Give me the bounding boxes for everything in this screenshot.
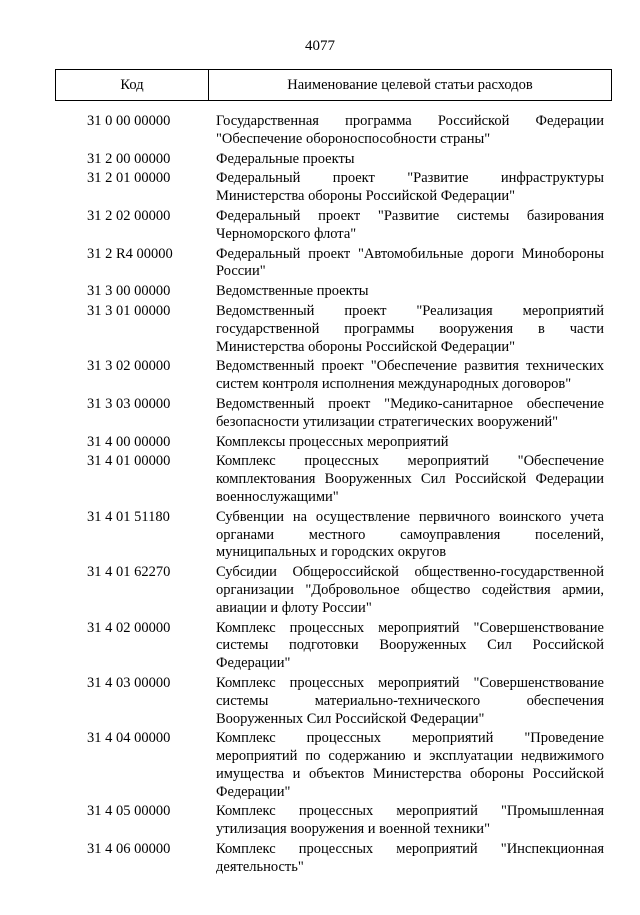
row-code: 31 2 02 00000 [87,207,171,224]
row-code: 31 4 02 00000 [87,619,171,636]
row-name: Ведомственный проект "Реализация мероприятий государственной программы вооружения в части Министерства обороны Российской Федерации" [216,302,604,355]
row-name: Комплексы процессных мероприятий [216,433,449,450]
row-name: Субсидии Общероссийской общественно-государственной организации "Добровольное общество содействия армии, авиации и флоту России" [216,564,604,616]
row-code: 31 4 00 00000 [87,433,171,450]
row-code: 31 3 00 00000 [87,283,171,300]
row-name: Федеральный проект "Развитие инфраструктуры Министерства обороны Российской Федерации" [216,170,604,205]
row-name: Ведомственный проект "Обеспечение развития технических систем контроля исполнения международных договоров" [216,358,604,393]
table-row [55,620,615,673]
row-code: 31 4 03 00000 [87,674,171,691]
table-row [55,208,615,244]
table-row [55,509,615,562]
table-row [55,303,615,356]
table-row [55,170,615,206]
row-name: Ведомственный проект "Медико-санитарное обеспечение безопасности утилизации стратегических вооружений" [216,395,604,430]
row-code: 31 4 01 62270 [87,564,171,581]
table-row [55,358,615,394]
row-name: Комплекс процессных мероприятий "Совершенствование системы материально-технического обеспечения Вооруженных Сил Российской Федерации" [216,674,604,727]
table-header [55,69,612,101]
row-name: Комплекс процессных мероприятий "Проведение мероприятий по содержанию и эксплуатации недвижимого имущества и объектов Министерства обороны Российской Федерации" [216,730,604,800]
table-row [55,803,615,839]
row-name: Федеральный проект "Автомобильные дороги Минобороны России" [216,245,604,280]
table-row [55,113,615,149]
row-name: Комплекс процессных мероприятий "Промышленная утилизация вооружения и военной техники" [216,803,604,838]
table-row [55,564,615,617]
row-name: Федеральные проекты [216,150,355,167]
row-code: 31 0 00 00000 [87,113,171,129]
row-code: 31 4 01 51180 [87,508,170,525]
table-row [55,246,615,282]
row-code: 31 3 01 00000 [87,302,171,319]
row-code: 31 4 06 00000 [87,841,171,858]
row-name: Государственная программа Российской Федерации "Обеспечение обороноспособности страны" [216,113,604,147]
header-code: Код [56,70,209,100]
table-row [55,396,615,432]
row-code: 31 3 02 00000 [87,358,171,375]
row-code: 31 4 01 00000 [87,453,171,470]
table-row [55,675,615,728]
row-name: Ведомственные проекты [216,283,369,300]
row-name: Комплекс процессных мероприятий "Обеспечение комплектования Вооруженных Сил Российской Федерации военнослужащими" [216,453,604,505]
header-name: Наименование целевой статьи расходов [287,76,533,93]
row-name: Комплекс процессных мероприятий "Совершенствование системы подготовки Вооруженных Сил Российской Федерации" [216,619,604,672]
table-row [55,434,615,452]
table-row [55,453,615,506]
table-body [55,113,615,877]
row-code: 31 2 00 00000 [87,150,171,167]
row-code: 31 3 03 00000 [87,395,171,412]
row-name: Субвенции на осуществление первичного воинского учета органами местного самоуправления поселений, муниципальных и городских округов [216,508,604,561]
table-row [55,283,615,301]
table-row [55,841,615,877]
row-name: Федеральный проект "Развитие системы базирования Черноморского флота" [216,207,604,242]
row-code: 31 2 R4 00000 [87,245,173,262]
table-row [55,151,615,169]
table-row [55,730,615,801]
row-code: 31 4 04 00000 [87,730,171,747]
page-number: 4077 [305,38,335,54]
row-code: 31 2 01 00000 [87,170,171,187]
row-name: Комплекс процессных мероприятий "Инспекционная деятельность" [216,841,604,875]
row-code: 31 4 05 00000 [87,803,171,820]
